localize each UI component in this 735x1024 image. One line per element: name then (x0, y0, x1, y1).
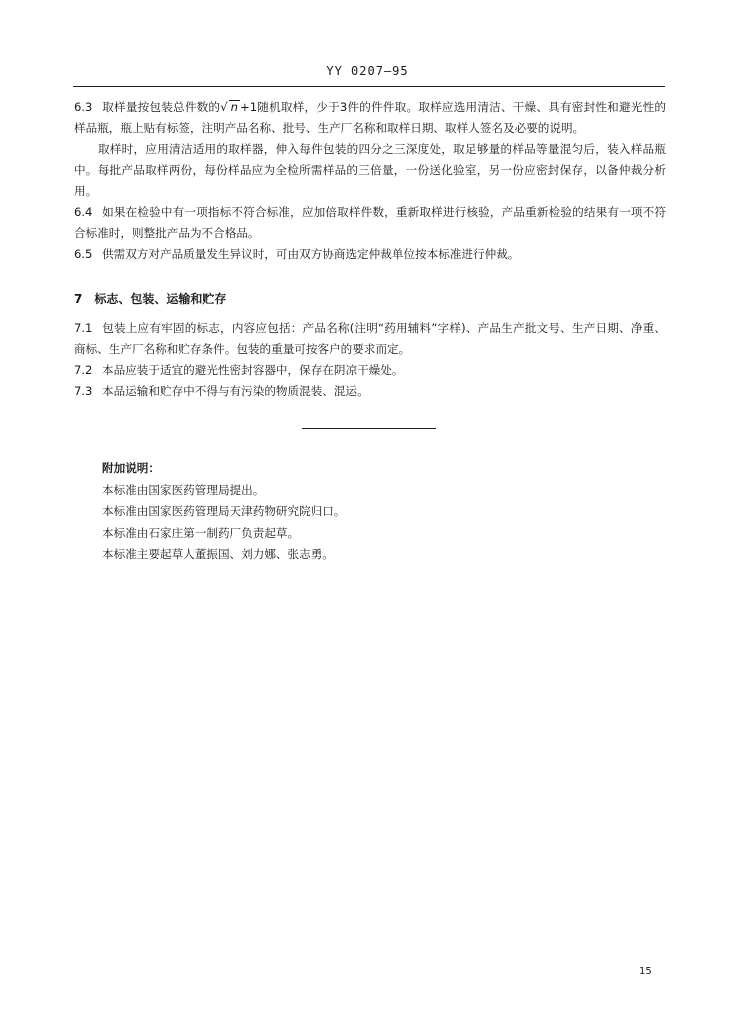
header-rule (73, 86, 665, 87)
note-line: 本标准主要起草人董振国、刘力娜、张志勇。 (102, 547, 334, 561)
clause-7-1 (74, 318, 666, 360)
clause-number: 7.2 (74, 363, 93, 377)
clause-text-continued: +1随机取样，少于3件的件件取。取样应选用清洁、干燥、具有密封性和避光性的样品瓶，瓶上贴有标签，注明产品名称、批号、生产厂名称和取样日期、取样人签名及必要的说明。 (74, 100, 666, 135)
clause-7-3 (74, 381, 666, 402)
clause-text: 本品运输和贮存中不得与有污染的物质混装、混运。 (102, 384, 369, 398)
standard-code-header: YY 0207—95 (326, 64, 409, 78)
end-of-text-rule (302, 428, 436, 429)
clause-6-3-paragraph-2: 取样时，应用清洁适用的取样器，伸入每件包装的四分之三深度处，取足够量的样品等量混匀后，装入样品瓶中。每批产品取样两份，每份样品应为全检所需样品的三倍量，一份送化验室，另一份应密封保存，以备仲裁分析用。 (74, 142, 666, 198)
sqrt-symbol: √ (220, 100, 228, 114)
clause-7-2 (74, 360, 666, 381)
section-7-block (74, 318, 666, 402)
clause-number: 6.4 (74, 205, 93, 219)
clause-number: 6.3 (74, 100, 93, 114)
clause-6-5 (74, 244, 666, 265)
sqrt-variable: n (230, 100, 238, 114)
section-7-heading: 7 标志、包装、运输和贮存 (74, 292, 227, 306)
notes-title: 附加说明： (102, 461, 160, 475)
additional-notes (102, 458, 345, 566)
clause-text: 包装上应有牢固的标志，内容应包括：产品名称(注明“药用辅料”字样)、产品生产批文号、生产日期、净重、商标、生产厂名称和贮存条件。包装的重量可按客户的要求而定。 (74, 321, 666, 356)
note-line: 本标准由国家医药管理局提出。 (102, 482, 265, 497)
clause-number: 6.5 (74, 247, 93, 261)
clause-text: 如果在检验中有一项指标不符合标准，应加倍取样件数，重新取样进行核验，产品重新检验的结果有一项不符合标准时，则整批产品为不合格品。 (74, 205, 666, 240)
note-line: 本标准由国家医药管理局天津药物研究院归口。 (102, 504, 346, 518)
clause-text: 取样量按包装总件数的 (102, 100, 221, 114)
page-number: 15 (639, 966, 652, 977)
clause-text: 供需双方对产品质量发生异议时，可由双方协商选定仲裁单位按本标准进行仲裁。 (102, 247, 520, 261)
clause-number: 7.3 (74, 384, 93, 398)
clause-6-4 (74, 202, 666, 244)
clause-text: 本品应装于适宜的避光性密封容器中，保存在阴凉干燥处。 (102, 363, 404, 377)
note-line: 本标准由石家庄第一制药厂负责起草。 (102, 525, 300, 540)
section-6-block (74, 97, 666, 265)
clause-number: 7.1 (74, 321, 93, 335)
clause-6-3 (74, 97, 666, 139)
